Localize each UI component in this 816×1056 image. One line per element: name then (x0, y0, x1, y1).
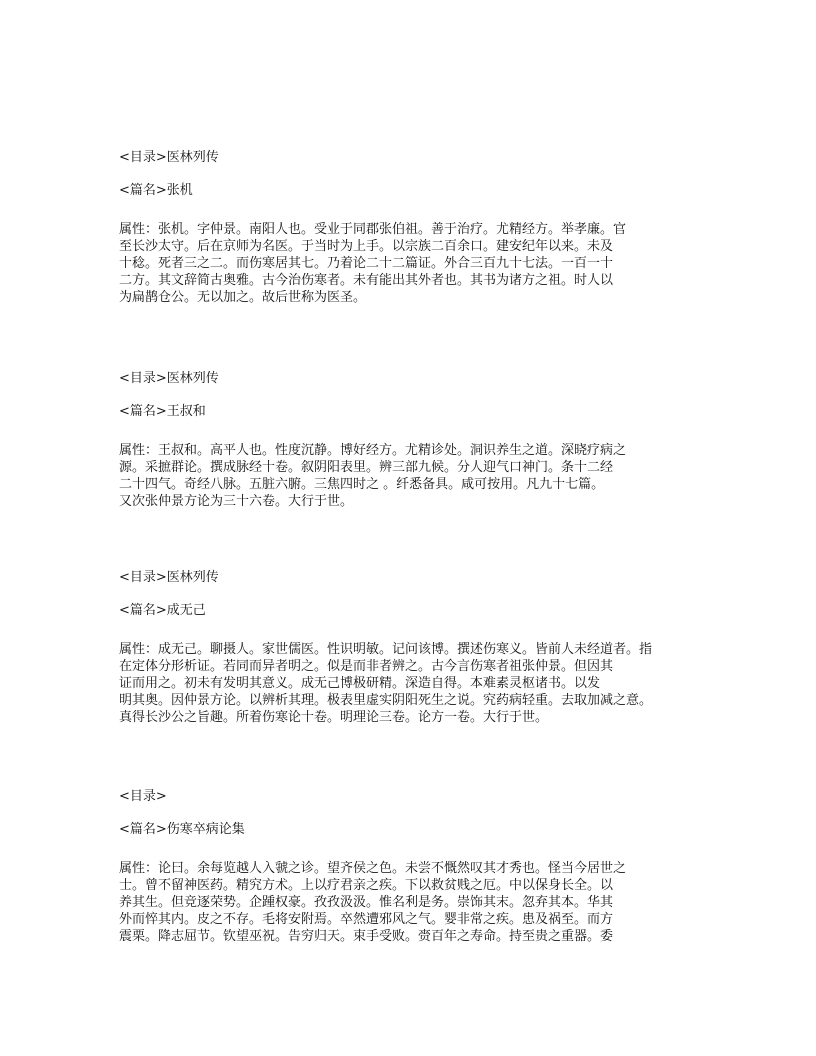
body-line: 至长沙太守。后在京师为名医。于当时为上手。以宗族二百余口。建安纪年以来。未及 (119, 239, 614, 254)
chapter-title: <篇名>王叔和 (119, 404, 206, 419)
entry-wang-shuhe (119, 370, 626, 510)
body-line: 为扁鹊仓公。无以加之。故后世称为医圣。 (119, 290, 367, 305)
catalog-heading: <目录> (119, 789, 167, 804)
body-line: 证而用之。初未有发明其意义。成无己博极研精。深造自得。本难素灵枢诸书。以发 (119, 676, 601, 691)
body-line: 十稔。死者三之二。而伤寒居其七。乃着论二十二篇证。外合三百九十七法。一百一十 (119, 256, 614, 271)
chapter-title: <篇名>张机 (119, 183, 193, 198)
body-line: 属性：张机。字仲景。南阳人也。受业于同郡张伯祖。善于治疗。尤精经方。举孝廉。官 (119, 222, 627, 237)
catalog-heading: <目录>医林列传 (119, 371, 219, 386)
chapter-title: <篇名>伤寒卒病论集 (119, 822, 245, 837)
body-line: 真得长沙公之旨趣。所着伤寒论十卷。明理论三卷。论方一卷。大行于世。 (119, 710, 549, 725)
body-line: 外而悴其内。皮之不存。毛将安附焉。卒然遭邪风之气。婴非常之疾。患及祸至。而方 (119, 912, 614, 927)
body-line: 属性：论曰。余每览越人入虢之诊。望齐侯之色。未尝不慨然叹其才秀也。怪当今居世之 (119, 861, 627, 876)
body-line: 属性：成无己。聊摄人。家世儒医。性识明敏。记问该博。撰述伤寒义。皆前人未经道者。指 (119, 642, 653, 657)
body-line: 又次张仲景方论为三十六卷。大行于世。 (119, 494, 354, 509)
chapter-title: <篇名>成无己 (119, 603, 206, 618)
body-line: 在定体分形析证。若同而异者明之。似是而非者辨之。古今言伤寒者祖张仲景。但因其 (119, 659, 614, 674)
body-line: 二十四气。奇经八脉。五脏六腑。三焦四时之 。纤悉备具。咸可按用。凡九十七篇。 (119, 477, 605, 492)
body-line: 士。曾不留神医药。精究方术。上以疗君亲之疾。下以救贫贱之厄。中以保身长全。以 (119, 878, 614, 893)
body-line: 源。采摭群论。撰成脉经十卷。叙阴阳表里。辨三部九候。分人迎气口神门。条十二经 (119, 460, 614, 475)
body-line: 属性：王叔和。高平人也。性度沉静。博好经方。尤精诊处。洞识养生之道。深晓疗病之 (119, 443, 627, 458)
body-line: 养其生。但竞逐荣势。企踵权豪。孜孜汲汲。惟名利是务。崇饰其末。忽弃其本。华其 (119, 895, 614, 910)
entry-body (119, 641, 652, 726)
body-line: 二方。其文辞简古奥雅。古今治伤寒者。未有能出其外者也。其书为诸方之祖。时人以 (119, 273, 614, 288)
entry-body (119, 221, 626, 306)
entry-body (119, 442, 626, 510)
body-line: 明其奥。因仲景方论。以辨析其理。极表里虚实阴阳死生之说。究药病轻重。去取加减之意。 (119, 693, 653, 708)
catalog-heading: <目录>医林列传 (119, 150, 219, 165)
entry-zhang-ji (119, 149, 626, 306)
catalog-heading: <目录>医林列传 (119, 570, 219, 585)
body-line: 震栗。降志屈节。钦望巫祝。告穷归天。束手受败。赍百年之寿命。持至贵之重器。委 (119, 929, 614, 944)
entry-cheng-wuji (119, 569, 652, 726)
entry-shanghan-preface (119, 788, 626, 945)
entry-body (119, 860, 626, 945)
